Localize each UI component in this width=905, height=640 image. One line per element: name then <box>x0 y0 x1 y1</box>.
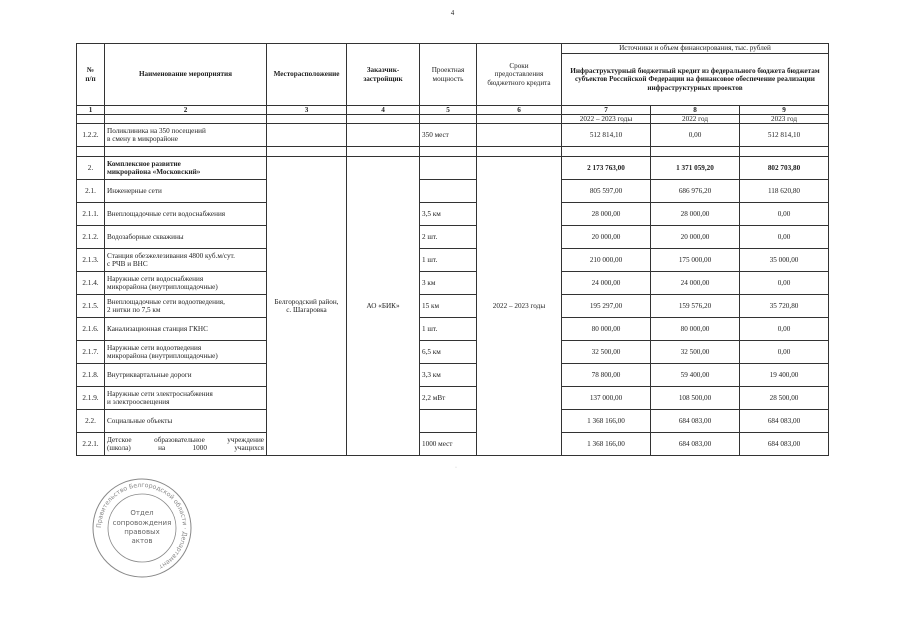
table-row <box>77 318 829 341</box>
row-name: Наружные сети водоснабжения микрорайона (внутриплощадочные) <box>105 272 267 295</box>
row-total: 20 000,00 <box>562 226 651 249</box>
column-number-4: 4 <box>347 106 420 115</box>
row-capacity <box>420 157 477 180</box>
row-number: 2.1.1. <box>77 203 105 226</box>
table-row <box>77 157 829 180</box>
row-2022: 1 371 059,20 <box>651 157 740 180</box>
stamp-line-2: сопровождения <box>112 518 172 527</box>
spacer-cell <box>267 147 347 157</box>
table-row <box>77 203 829 226</box>
row-number: 2.1. <box>77 180 105 203</box>
row-2023: 35 000,00 <box>740 249 829 272</box>
row-name: Детское образовательное учреждение (школа) на 1000 учащихся <box>105 433 267 456</box>
years-row-empty <box>267 115 347 124</box>
row-number: 2.1.3. <box>77 249 105 272</box>
row-name: Водозаборные скважины <box>105 226 267 249</box>
table-row <box>77 410 829 433</box>
table-row <box>77 364 829 387</box>
spacer-cell <box>77 147 105 157</box>
row-number: 2.1.4. <box>77 272 105 295</box>
year-label: 2023 год <box>740 115 829 124</box>
spacer-cell <box>562 147 651 157</box>
table-row <box>77 226 829 249</box>
stamp-line-4: актов <box>131 537 153 546</box>
spacer-row <box>77 147 829 157</box>
table-row <box>77 272 829 295</box>
row-total: 32 500,00 <box>562 341 651 364</box>
spacer-cell <box>420 147 477 157</box>
row-capacity: 1 шт. <box>420 318 477 341</box>
row-number: 2.2. <box>77 410 105 433</box>
row-2022: 0,00 <box>651 124 740 147</box>
row-total: 1 368 166,00 <box>562 433 651 456</box>
column-number-2: 2 <box>105 106 267 115</box>
row-name: Наружные сети электроснабжения и электроосвещения <box>105 387 267 410</box>
row-2022: 175 000,00 <box>651 249 740 272</box>
row-2023: 802 703,80 <box>740 157 829 180</box>
row-location <box>267 124 347 147</box>
row-2023: 35 720,80 <box>740 295 829 318</box>
header-customer: Заказчик- застройщик <box>347 44 420 106</box>
row-total: 80 000,00 <box>562 318 651 341</box>
row-capacity: 15 км <box>420 295 477 318</box>
row-2023: 684 083,00 <box>740 433 829 456</box>
table-row <box>77 124 829 147</box>
row-2022: 684 083,00 <box>651 433 740 456</box>
row-name: Станция обезжелезивания 4800 куб.м/сут. с РЧВ и ВНС <box>105 249 267 272</box>
row-2022: 20 000,00 <box>651 226 740 249</box>
row-name: Наружные сети водоотведения микрорайона (внутриплощадочные) <box>105 341 267 364</box>
row-2022: 24 000,00 <box>651 272 740 295</box>
stamp-line-1: Отдел <box>130 509 154 518</box>
row-capacity: 6,5 км <box>420 341 477 364</box>
row-total: 1 368 166,00 <box>562 410 651 433</box>
year-label: 2022 – 2023 годы <box>562 115 651 124</box>
years-row-empty <box>347 115 420 124</box>
row-number: 1.2.2. <box>77 124 105 147</box>
row-number: 2.1.5. <box>77 295 105 318</box>
row-2023: 19 400,00 <box>740 364 829 387</box>
table-row <box>77 180 829 203</box>
row-capacity: 350 мест <box>420 124 477 147</box>
column-number-5: 5 <box>420 106 477 115</box>
row-name: Канализационная станция ГКНС <box>105 318 267 341</box>
row-2023: 684 083,00 <box>740 410 829 433</box>
row-total: 78 800,00 <box>562 364 651 387</box>
spacer-cell <box>651 147 740 157</box>
row-2023: 0,00 <box>740 318 829 341</box>
spacer-cell <box>740 147 829 157</box>
row-2022: 32 500,00 <box>651 341 740 364</box>
column-number-8: 8 <box>651 106 740 115</box>
row-2023: 118 620,80 <box>740 180 829 203</box>
row-total: 28 000,00 <box>562 203 651 226</box>
row-number: 2.1.6. <box>77 318 105 341</box>
row-name: Инженерные сети <box>105 180 267 203</box>
row-capacity: 3 км <box>420 272 477 295</box>
column-number-7: 7 <box>562 106 651 115</box>
row-capacity: 3,5 км <box>420 203 477 226</box>
row-2022: 80 000,00 <box>651 318 740 341</box>
years-row-empty <box>477 115 562 124</box>
row-number: 2. <box>77 157 105 180</box>
row-2022: 28 000,00 <box>651 203 740 226</box>
years-row-empty <box>105 115 267 124</box>
row-2023: 0,00 <box>740 272 829 295</box>
row-term <box>477 124 562 147</box>
row-total: 24 000,00 <box>562 272 651 295</box>
row-number: 2.2.1. <box>77 433 105 456</box>
header-credit: Инфраструктурный бюджетный кредит из федерального бюджета бюджетам субъектов Российской Федерации на финансовое обеспечение реализации инфраструктурных проектов <box>562 54 829 106</box>
table-row <box>77 387 829 410</box>
row-name: Внеплощадочные сети водоснабжения <box>105 203 267 226</box>
row-total: 195 297,00 <box>562 295 651 318</box>
page-dot: · <box>455 465 457 471</box>
header-num: № п/п <box>77 44 105 106</box>
row-total: 2 173 763,00 <box>562 157 651 180</box>
row-2023: 512 814,10 <box>740 124 829 147</box>
table-row <box>77 433 829 456</box>
column-number-9: 9 <box>740 106 829 115</box>
row-2023: 0,00 <box>740 341 829 364</box>
row-2022: 159 576,20 <box>651 295 740 318</box>
spacer-cell <box>477 147 562 157</box>
header-capacity: Проектная мощность <box>420 44 477 106</box>
row-name: Социальные объекты <box>105 410 267 433</box>
financing-table <box>76 43 829 456</box>
row-total: 210 000,00 <box>562 249 651 272</box>
row-name: Поликлиника на 350 посещений в смену в микрорайоне <box>105 124 267 147</box>
merged-location: Белгородский район, с. Шагаровка <box>267 157 347 456</box>
row-name: Внеплощадочные сети водоотведения, 2 нитки по 7,5 км <box>105 295 267 318</box>
spacer-cell <box>105 147 267 157</box>
table-row <box>77 249 829 272</box>
merged-term: 2022 – 2023 годы <box>477 157 562 456</box>
row-2023: 28 500,00 <box>740 387 829 410</box>
spacer-cell <box>347 147 420 157</box>
years-row-empty <box>420 115 477 124</box>
row-customer <box>347 124 420 147</box>
row-capacity: 2 шт. <box>420 226 477 249</box>
row-number: 2.1.9. <box>77 387 105 410</box>
page-number: 4 <box>450 9 455 17</box>
row-total: 805 597,00 <box>562 180 651 203</box>
column-number-1: 1 <box>77 106 105 115</box>
row-number: 2.1.8. <box>77 364 105 387</box>
row-number: 2.1.2. <box>77 226 105 249</box>
row-2022: 108 500,00 <box>651 387 740 410</box>
row-name: Внутриквартальные дороги <box>105 364 267 387</box>
column-numbers-row <box>77 106 829 115</box>
row-2023: 0,00 <box>740 203 829 226</box>
row-2022: 684 083,00 <box>651 410 740 433</box>
row-2022: 59 400,00 <box>651 364 740 387</box>
stamp-line-3: правовых <box>124 528 160 536</box>
header-term: Сроки предоставления бюджетного кредита <box>477 44 562 106</box>
office-stamp <box>91 477 193 579</box>
row-capacity: 1 шт. <box>420 249 477 272</box>
merged-customer: АО «БИК» <box>347 157 420 456</box>
row-name: Комплексное развитие микрорайона «Московский» <box>105 157 267 180</box>
header-name: Наименование мероприятия <box>105 44 267 106</box>
row-2023: 0,00 <box>740 226 829 249</box>
stamp-ring-text: Правительство Белгородской области · Департамент <box>95 481 189 571</box>
row-capacity: 3,3 км <box>420 364 477 387</box>
row-capacity <box>420 180 477 203</box>
year-label: 2022 год <box>651 115 740 124</box>
row-total: 512 814,10 <box>562 124 651 147</box>
years-row-empty <box>77 115 105 124</box>
row-2022: 686 976,20 <box>651 180 740 203</box>
header-location: Месторасположение <box>267 44 347 106</box>
table-row <box>77 295 829 318</box>
row-capacity: 1000 мест <box>420 433 477 456</box>
header-sources: Источники и объем финансирования, тыс. рублей <box>562 44 829 54</box>
table-row <box>77 341 829 364</box>
column-number-6: 6 <box>477 106 562 115</box>
row-number: 2.1.7. <box>77 341 105 364</box>
row-total: 137 000,00 <box>562 387 651 410</box>
column-number-3: 3 <box>267 106 347 115</box>
row-capacity: 2,2 мВт <box>420 387 477 410</box>
row-capacity <box>420 410 477 433</box>
years-row <box>77 115 829 124</box>
